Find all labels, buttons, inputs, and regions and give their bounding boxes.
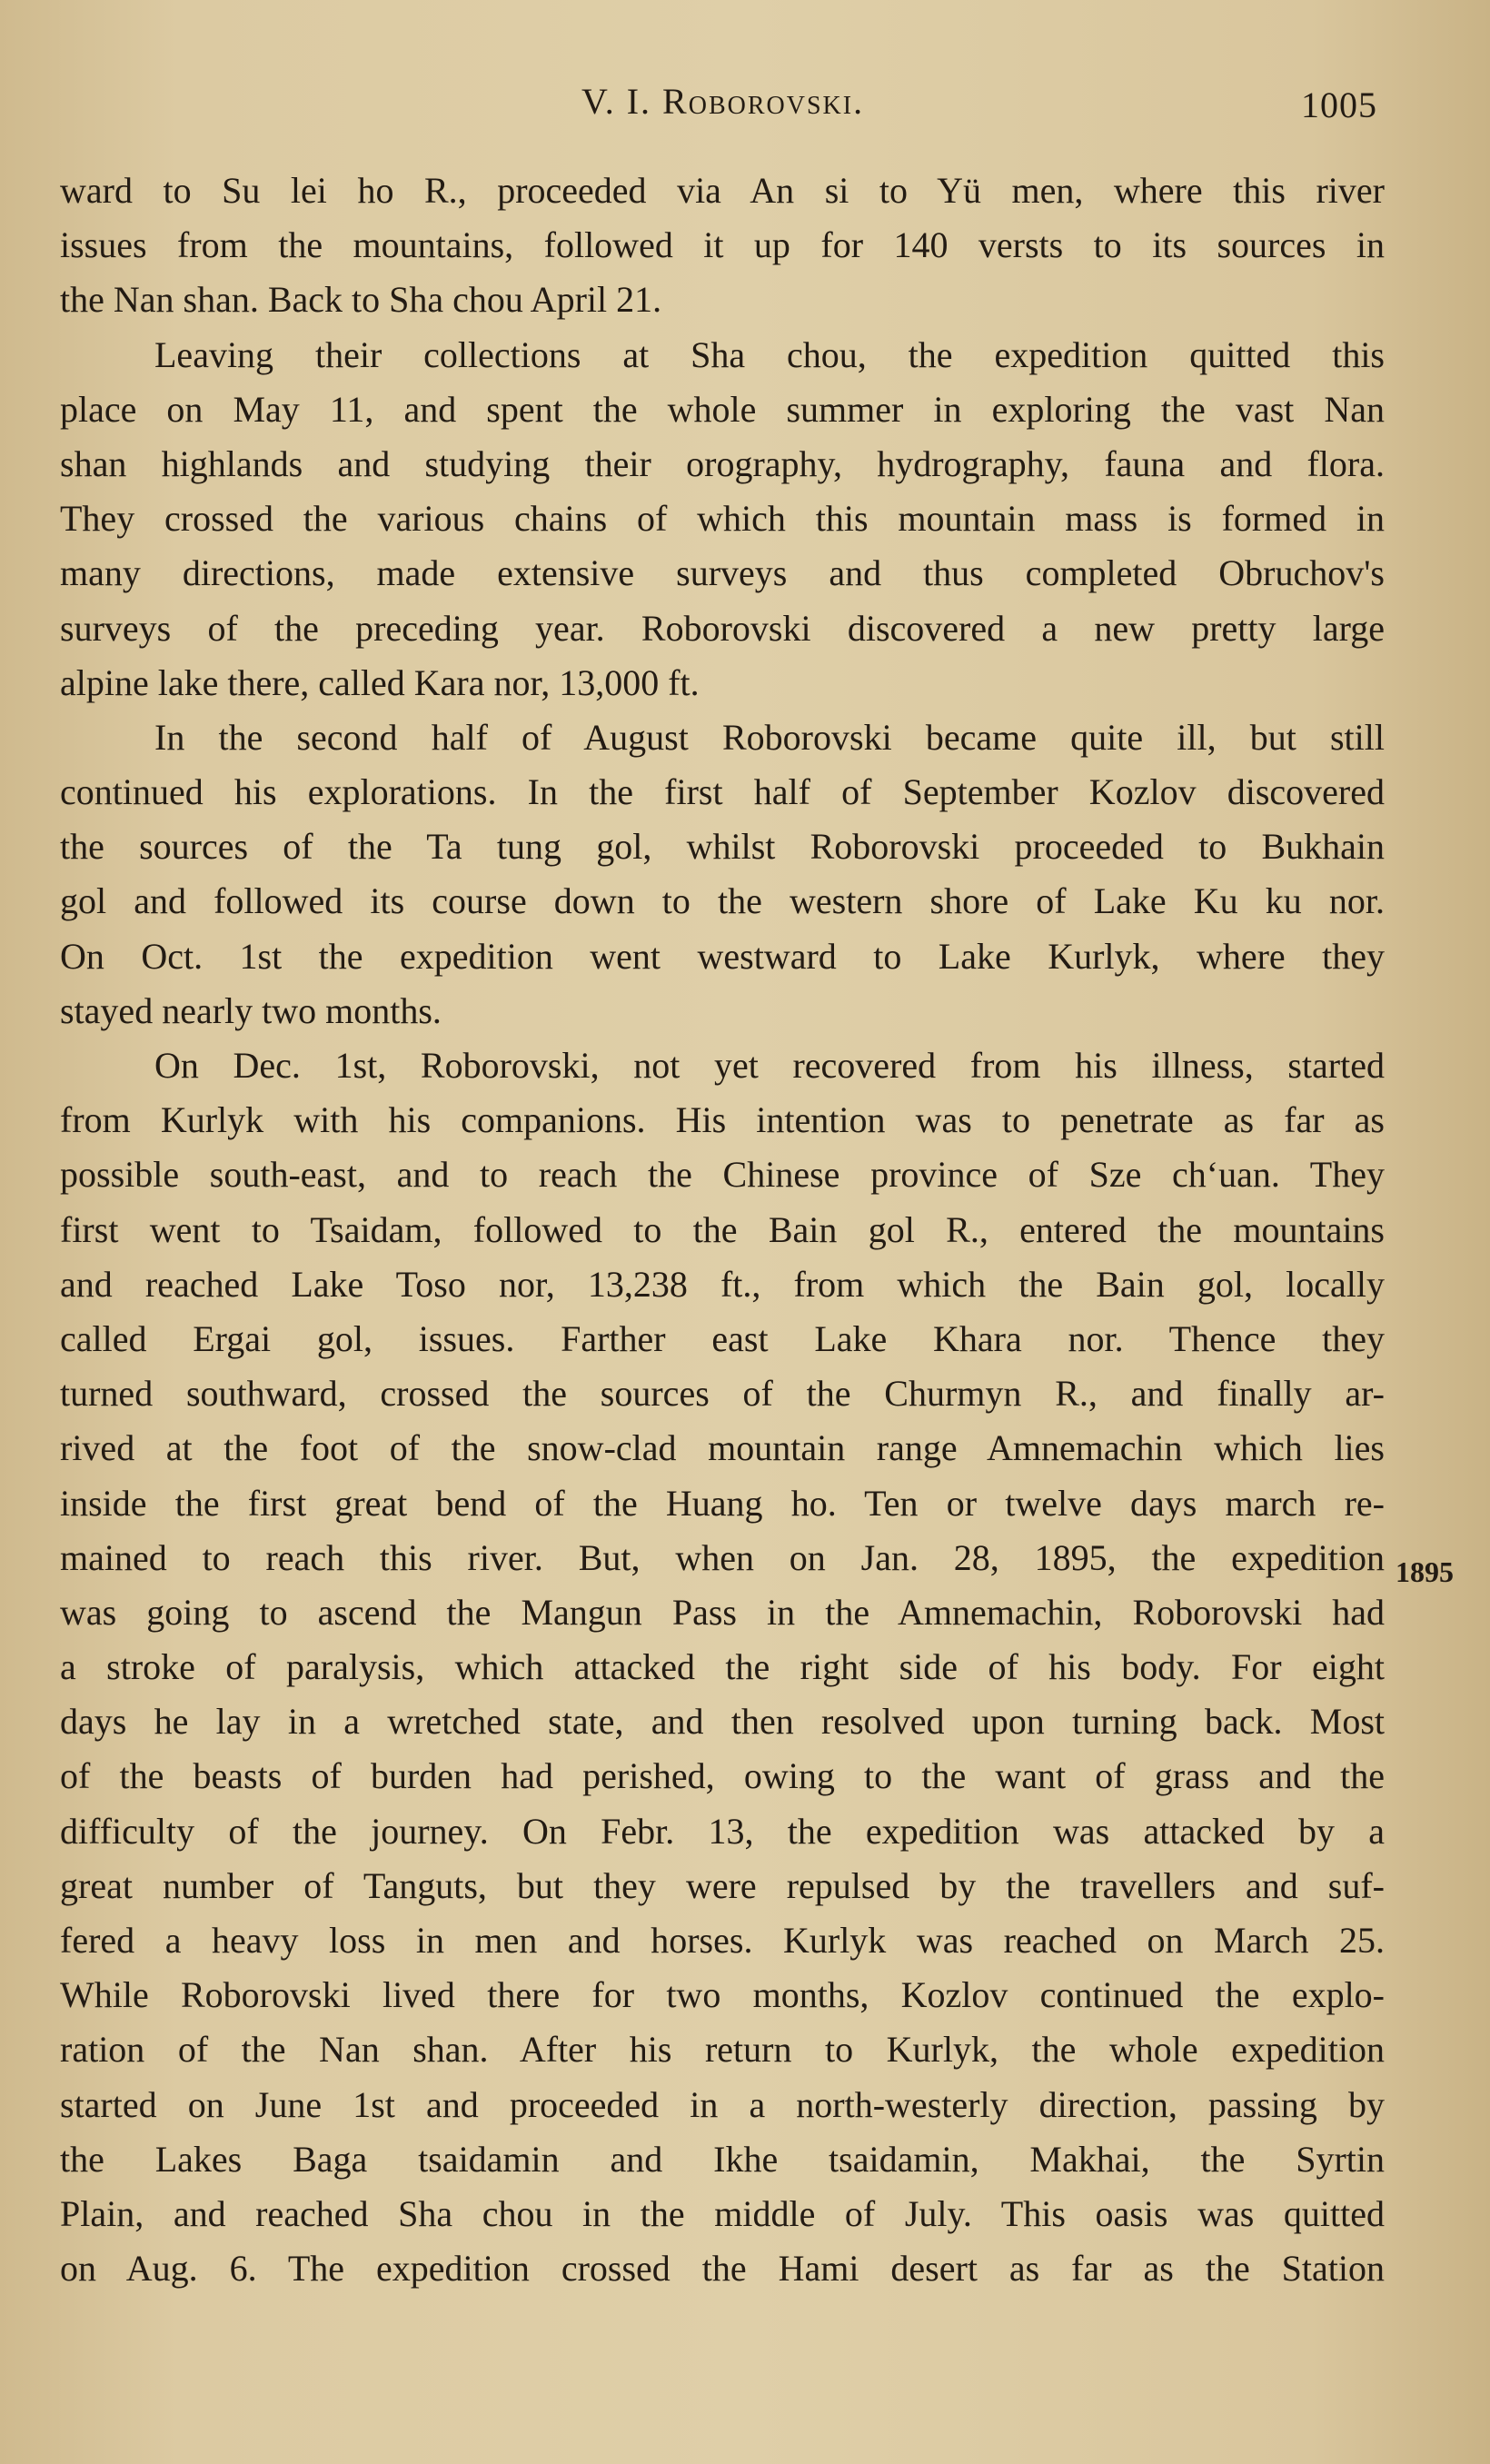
text-line: the sources of the Ta tung gol, whilst Roborovski proceeded to Bukhain (60, 826, 1385, 868)
text-line: They crossed the various chains of which this mountain mass is formed in (60, 498, 1385, 540)
text-line: shan highlands and studying their orography, hydrography, fauna and flora. (60, 442, 1385, 484)
text-line: alpine lake there, called Kara nor, 13,000 ft. (60, 661, 700, 703)
text-line: inside the first great bend of the Huang ho. Ten or twelve days march re- (60, 1482, 1385, 1524)
margin-year-note: 1895 (1396, 1555, 1454, 1588)
text-line: on Aug. 6. The expedition crossed the Hami desert as far as the Station (60, 2248, 1385, 2290)
text-line: While Roborovski lived there for two months, Kozlov continued the explo- (60, 1974, 1385, 2016)
running-title: V. I. Roborovski. (581, 81, 865, 122)
text-line: days he lay in a wretched state, and then resolved upon turning back. Most (60, 1701, 1385, 1743)
text-line: was going to ascend the Mangun Pass in the Amnemachin, Roborovski had (60, 1591, 1385, 1633)
text-line: continued his explorations. In the first half of September Kozlov discovered (60, 771, 1385, 813)
text-line: surveys of the preceding year. Roborovski discovered a new pretty large (60, 607, 1385, 649)
page-number: 1005 (1301, 84, 1377, 125)
text-line: ration of the Nan shan. After his return to Kurlyk, the whole expedition (60, 2029, 1385, 2071)
text-line: stayed nearly two months. (60, 989, 442, 1031)
text-line: and reached Lake Toso nor, 13,238 ft., from which the Bain gol, locally (60, 1263, 1385, 1305)
text-line: the Nan shan. Back to Sha chou April 21. (60, 279, 662, 321)
text-line: from Kurlyk with his companions. His intention was to penetrate as far as (60, 1099, 1385, 1141)
text-line: started on June 1st and proceeded in a north-westerly direction, passing by (60, 2083, 1385, 2125)
text-line: issues from the mountains, followed it up for 140 versts to its sources in (60, 224, 1385, 266)
text-line: Leaving their collections at Sha chou, the expedition quitted this (154, 333, 1385, 375)
text-line: a stroke of paralysis, which attacked the right side of his body. For eight (60, 1646, 1385, 1688)
body-text (60, 164, 1385, 2296)
text-line: great number of Tanguts, but they were repulsed by the travellers and suf- (60, 1864, 1385, 1906)
running-header (0, 80, 1490, 134)
text-line: ward to Su lei ho R., proceeded via An si to Yü men, where this river (60, 170, 1385, 211)
text-line: difficulty of the journey. On Febr. 13, the expedition was attacked by a (60, 1810, 1385, 1852)
text-line: first went to Tsaidam, followed to the Bain gol R., entered the mountains (60, 1208, 1385, 1250)
text-line: many directions, made extensive surveys and thus completed Obruchov's (60, 552, 1385, 594)
text-line: of the beasts of burden had perished, owing to the want of grass and the (60, 1755, 1385, 1797)
text-line: turned southward, crossed the sources of the Churmyn R., and finally ar- (60, 1373, 1385, 1415)
text-line: place on May 11, and spent the whole summer in exploring the vast Nan (60, 388, 1385, 430)
text-line: Plain, and reached Sha chou in the middle of July. This oasis was quitted (60, 2192, 1385, 2234)
text-line: rived at the foot of the snow-clad mountain range Amnemachin which lies (60, 1427, 1385, 1469)
text-line: mained to reach this river. But, when on Jan. 28, 1895, the expedition (60, 1536, 1385, 1578)
text-line: fered a heavy loss in men and horses. Kurlyk was reached on March 25. (60, 1920, 1385, 1961)
text-line: On Dec. 1st, Roborovski, not yet recovered from his illness, started (154, 1045, 1385, 1086)
text-line: called Ergai gol, issues. Farther east Lake Khara nor. Thence they (60, 1317, 1385, 1359)
text-line: gol and followed its course down to the western shore of Lake Ku ku nor. (60, 880, 1385, 922)
text-line: In the second half of August Roborovski became quite ill, but still (154, 716, 1385, 758)
text-line: possible south-east, and to reach the Chinese province of Sze chʻuan. They (60, 1154, 1385, 1196)
text-line: On Oct. 1st the expedition went westward to Lake Kurlyk, where they (60, 935, 1385, 977)
text-line: the Lakes Baga tsaidamin and Ikhe tsaidamin, Makhai, the Syrtin (60, 2138, 1385, 2180)
